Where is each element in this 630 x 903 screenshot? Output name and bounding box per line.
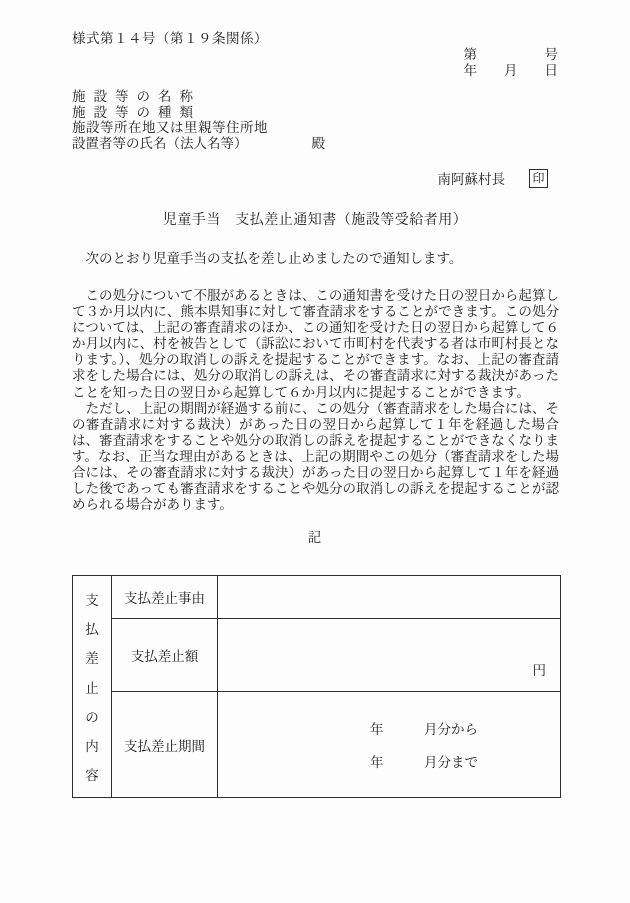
appeal-paragraph-2: ただし、上記の期間が経過する前に、この処分（審査請求をした場合には、その審査請求に対する裁決）があった日の翌日から起算して１年を経過した場合は、審査請求をすることや処分の取消しの訴えを提起することができなくなります。なお、正当な理由があるときは、上記の期間やこの処分（審査請求をした場合には、その審査請求に対する裁決）があった日の翌日から起算して１年を経過した後であっても審査請求をすることや処分の取消しの訴えを提起することが認められる場合があります。 (72, 400, 559, 514)
recipient-block (72, 90, 325, 153)
group-char: 差 (85, 651, 99, 668)
group-char: 払 (85, 622, 99, 639)
recipient-facility-name-label: 施設等の名称 (72, 89, 201, 105)
appeal-notice (72, 288, 559, 513)
document-title: 児童手当 支払差止通知書（施設等受給者用） (162, 212, 468, 228)
group-char: 止 (85, 680, 99, 697)
issue-number-line: 第 号 (463, 47, 558, 63)
ki-heading: 記 (307, 530, 323, 546)
recipient-owner-label: 設置者等の氏名（法人名等） (72, 136, 248, 153)
period-label-cell: 支払差止期間 (112, 692, 218, 798)
group-char: 支 (85, 593, 99, 610)
group-header-cell (73, 576, 112, 798)
intro-sentence: 次のとおり児童手当の支払を差し止めましたので通知します。 (85, 251, 463, 267)
issuer-block (438, 168, 549, 188)
group-char: の (85, 709, 99, 726)
reason-value-cell (218, 576, 561, 619)
recipient-address-label: 施設等所在地又は里親等住所地 (72, 120, 268, 137)
amount-label-cell: 支払差止額 (112, 619, 218, 692)
seal-label: 印 (532, 171, 545, 185)
group-char: 容 (85, 767, 99, 784)
table-row-period (73, 692, 561, 798)
period-value-cell (218, 692, 561, 798)
recipient-owner-line (72, 137, 325, 153)
issue-date-line: 年 月 日 (463, 63, 558, 79)
form-number: 様式第１４号（第１９条関係） (72, 31, 268, 47)
table-row-amount (73, 619, 561, 692)
suspension-details-table (72, 575, 561, 798)
issue-number-date-block (464, 47, 559, 79)
period-from-line: 年 月分から (370, 722, 478, 738)
issuer-name: 南阿蘇村長 (437, 172, 505, 188)
period-to-line: 年 月分まで (370, 755, 478, 771)
amount-value-cell (218, 619, 561, 692)
period-value-lines (218, 718, 560, 771)
seal-placeholder-box (529, 169, 548, 188)
appeal-paragraph-1: この処分について不服があるときは、この通知書を受けた日の翌日から起算して３か月以内に、熊本県知事に対して審査請求をすることができます。この処分については、上記の審査請求のほか、この通知を受けた日の翌日から起算して６か月以内に、村を被告として（訴訟において市町村を代表する者は市町村長となります。）、処分の取消しの訴えを提起することができます。なお、上記の審査請求をした場合には、処分の取消しの訴えは、その審査請求に対する裁決があったことを知った日の翌日から起算して６か月以内に提起することができます。 (72, 288, 559, 401)
table-row-reason (73, 576, 561, 619)
amount-unit-yen: 円 (532, 663, 546, 679)
group-header-vertical-label (73, 580, 111, 793)
honorific-dono: 殿 (311, 136, 325, 153)
reason-label-cell: 支払差止事由 (112, 576, 218, 619)
recipient-facility-type-label: 施設等の種類 (72, 104, 201, 121)
group-char: 内 (85, 738, 99, 755)
